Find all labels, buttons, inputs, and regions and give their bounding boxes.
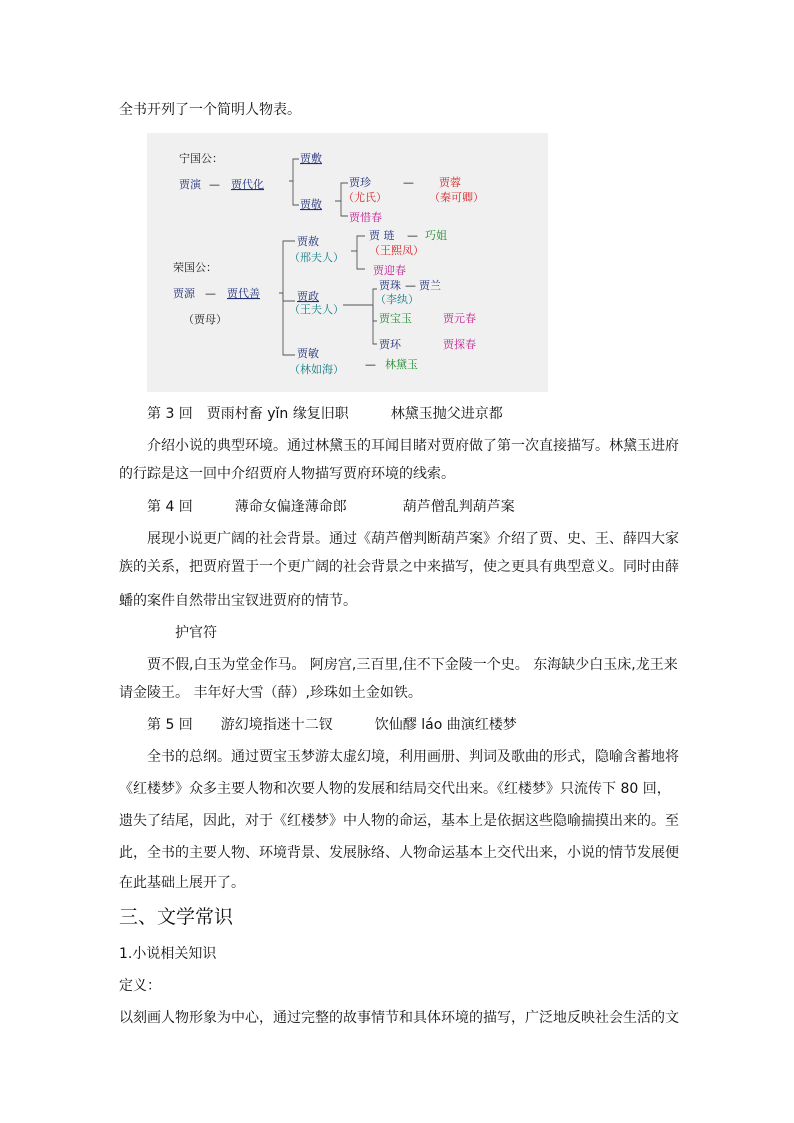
- jia-fu: 贾敷: [300, 152, 322, 165]
- chapter-5-paragraph: 全书的总纲。通过贾宝玉梦游太虚幻境，利用画册、判词及歌曲的形式，隐喻含蓄地将: [147, 749, 679, 765]
- jia-xichun: 贾惜春: [349, 211, 382, 224]
- xing-furen: （邢夫人）: [289, 251, 344, 264]
- jia-yuan: 贾源: [173, 287, 195, 300]
- hufu-verse-cont: 请金陵王。 丰年好大雪（薛）,珍珠如土金如铁。: [119, 685, 422, 701]
- jia-zhu: 贾珠: [379, 279, 401, 292]
- wang-furen: （王夫人）: [289, 303, 344, 316]
- li-wan: （李纨）: [375, 293, 419, 306]
- jia-daishan: 贾代善: [227, 287, 260, 300]
- connector-dash: —: [205, 287, 216, 300]
- section-heading: 三、文学常识: [119, 906, 234, 928]
- chapter-3-paragraph: 介绍小说的典型环境。通过林黛玉的耳闻目睹对贾府做了第一次直接描写。林黛玉进府: [147, 438, 679, 454]
- qin-keqing: （秦可卿）: [429, 191, 484, 204]
- connector-dash: —: [209, 178, 220, 191]
- connector-dash: —: [407, 229, 418, 242]
- jia-zhen: 贾珍: [349, 176, 371, 189]
- jia-yuanchun: 贾元春: [443, 312, 476, 325]
- rongguo-title: 荣国公：: [173, 261, 217, 274]
- connector-dash: —: [365, 358, 376, 371]
- connector-dash: —: [403, 176, 414, 189]
- jia-yingchun: 贾迎春: [373, 264, 406, 277]
- chapter-4-paragraph-cont: 族的关系，把贾府置于一个更广阔的社会背景之中来描写，使之更具有典型意义。同时由薛: [119, 559, 679, 575]
- qiaojie: 巧姐: [425, 229, 447, 242]
- chapter-5-paragraph-cont: 此，全书的主要人物、环境背景、发展脉络、人物命运基本上交代出来，小说的情节发展便: [119, 845, 679, 861]
- jia-yan: 贾演: [179, 178, 201, 191]
- jia-huan: 贾环: [379, 338, 401, 351]
- family-tree-figure: [147, 133, 548, 392]
- chapter-3-title: 第 3 回 贾雨村畜 yǐn 缘复旧职 林黛玉抛父进京都: [147, 406, 503, 422]
- hufu-title: 护官符: [175, 625, 217, 641]
- you-shi: （尤氏）: [343, 191, 387, 204]
- jia-daihua: 贾代化: [231, 178, 264, 191]
- chapter-4-paragraph: 展现小说更广阔的社会背景。通过《葫芦僧判断葫芦案》介绍了贾、史、王、薛四大家: [147, 531, 679, 547]
- jia-zheng: 贾政: [297, 290, 319, 303]
- hufu-verse: 贾不假,白玉为堂金作马。 阿房宫,三百里,住不下金陵一个史。 东海缺少白玉床,龙王来: [147, 657, 678, 673]
- lin-ruhai: （林如海）: [289, 363, 344, 376]
- jia-jing: 贾敬: [300, 198, 322, 211]
- jia-min: 贾敏: [297, 347, 319, 360]
- chapter-5-paragraph-cont: 在此基础上展开了。: [119, 875, 245, 891]
- chapter-5-paragraph-cont: 《红楼梦》众多主要人物和次要人物的发展和结局交代出来。《红楼梦》只流传下 80 回，: [119, 781, 671, 797]
- subsection-title: 1.小说相关知识: [119, 946, 217, 962]
- jia-mu: （贾母）: [183, 313, 227, 326]
- connector-dash: —: [405, 279, 416, 292]
- ningguo-title: 宁国公：: [179, 152, 223, 165]
- jia-rong: 贾蓉: [439, 176, 461, 189]
- jia-tanchun: 贾探春: [443, 338, 476, 351]
- intro-text: 全书开列了一个简明人物表。: [119, 102, 301, 118]
- lin-daiyu: 林黛玉: [385, 358, 418, 371]
- jia-she: 贾赦: [297, 235, 319, 248]
- chapter-4-paragraph-cont: 蟠的案件自然带出宝钗进贾府的情节。: [119, 593, 357, 609]
- definition-text: 以刻画人物形象为中心，通过完整的故事情节和具体环境的描写，广泛地反映社会生活的文: [119, 1010, 679, 1026]
- jia-lian: 贾 琏: [369, 229, 395, 242]
- wang-xifeng: （王熙凤）: [369, 244, 424, 257]
- chapter-3-paragraph-cont: 的行踪是这一回中介绍贾府人物描写贾府环境的线索。: [119, 466, 455, 482]
- jia-baoyu: 贾宝玉: [379, 312, 412, 325]
- chapter-4-title: 第 4 回 薄命女偏逢薄命郎 葫芦僧乱判葫芦案: [147, 499, 515, 515]
- jia-lan: 贾兰: [419, 279, 441, 292]
- definition-label: 定义：: [119, 978, 161, 994]
- chapter-5-paragraph-cont: 遗失了结尾，因此，对于《红楼梦》中人物的命运，基本上是依据这些隐喻揣摸出来的。至: [119, 813, 679, 829]
- chapter-5-title: 第 5 回 游幻境指迷十二钗 饮仙醪 láo 曲演红楼梦: [147, 717, 517, 733]
